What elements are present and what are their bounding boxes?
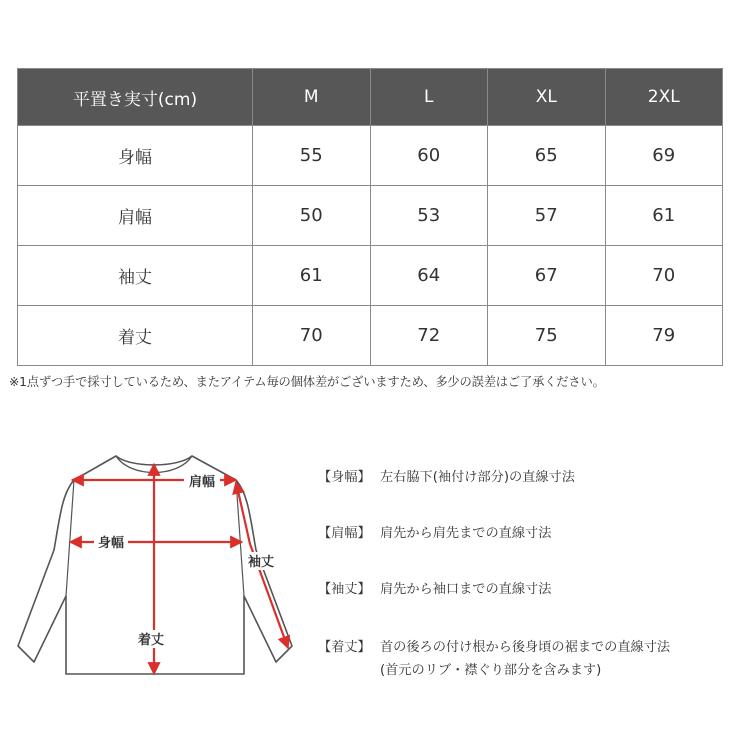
table-cell: 70	[605, 246, 723, 306]
table-cell: 61	[605, 186, 723, 246]
definition-text: 肩先から袖口までの直線寸法	[380, 582, 552, 597]
length-label: 着丈	[137, 633, 165, 648]
definition-tag: 【身幅】	[318, 470, 371, 485]
table-cell: 57	[488, 186, 606, 246]
table-cell: 50	[253, 186, 371, 246]
measurement-note: ※1点ずつ手で採寸しているため、またアイテム毎の個体差がございますため、多少の誤差はご了承ください。	[9, 375, 605, 389]
table-row	[18, 126, 723, 186]
header-label: 平置き実寸(cm)	[18, 69, 253, 126]
table-cell: 53	[370, 186, 488, 246]
row-label: 着丈	[18, 306, 253, 366]
header-size-2xl: 2XL	[605, 69, 723, 126]
table-cell: 70	[253, 306, 371, 366]
definition-text: 左右脇下(袖付け部分)の直線寸法	[380, 470, 575, 485]
table-cell: 65	[488, 126, 606, 186]
definition-length	[318, 636, 670, 678]
shoulder-label: 肩幅	[188, 475, 216, 490]
definition-width	[318, 466, 575, 485]
definition-sleeve	[318, 578, 551, 597]
width-label: 身幅	[97, 536, 125, 551]
table-cell: 55	[253, 126, 371, 186]
header-size-xl: XL	[488, 69, 606, 126]
definition-shoulder	[318, 522, 551, 541]
definition-text: 肩先から肩先までの直線寸法	[380, 526, 552, 541]
definition-text: 首の後ろの付け根から後身頃の裾までの直線寸法	[380, 640, 671, 655]
definition-subtext: (首元のリブ・襟ぐり部分を含みます)	[380, 663, 602, 678]
sleeve-label: 袖丈	[247, 555, 275, 570]
shirt-measurement-diagram	[0, 420, 310, 710]
header-size-m: M	[253, 69, 371, 126]
size-table	[17, 68, 723, 366]
table-cell: 79	[605, 306, 723, 366]
definition-tag: 【着丈】	[318, 640, 371, 655]
table-cell: 75	[488, 306, 606, 366]
table-cell: 67	[488, 246, 606, 306]
header-size-l: L	[370, 69, 488, 126]
table-cell: 69	[605, 126, 723, 186]
table-cell: 72	[370, 306, 488, 366]
table-cell: 60	[370, 126, 488, 186]
row-label: 袖丈	[18, 246, 253, 306]
table-header-row	[18, 69, 723, 126]
table-row	[18, 186, 723, 246]
table-row	[18, 246, 723, 306]
table-cell: 61	[253, 246, 371, 306]
table-cell: 64	[370, 246, 488, 306]
table-row	[18, 306, 723, 366]
row-label: 肩幅	[18, 186, 253, 246]
definition-tag: 【袖丈】	[318, 582, 371, 597]
definition-tag: 【肩幅】	[318, 526, 371, 541]
row-label: 身幅	[18, 126, 253, 186]
